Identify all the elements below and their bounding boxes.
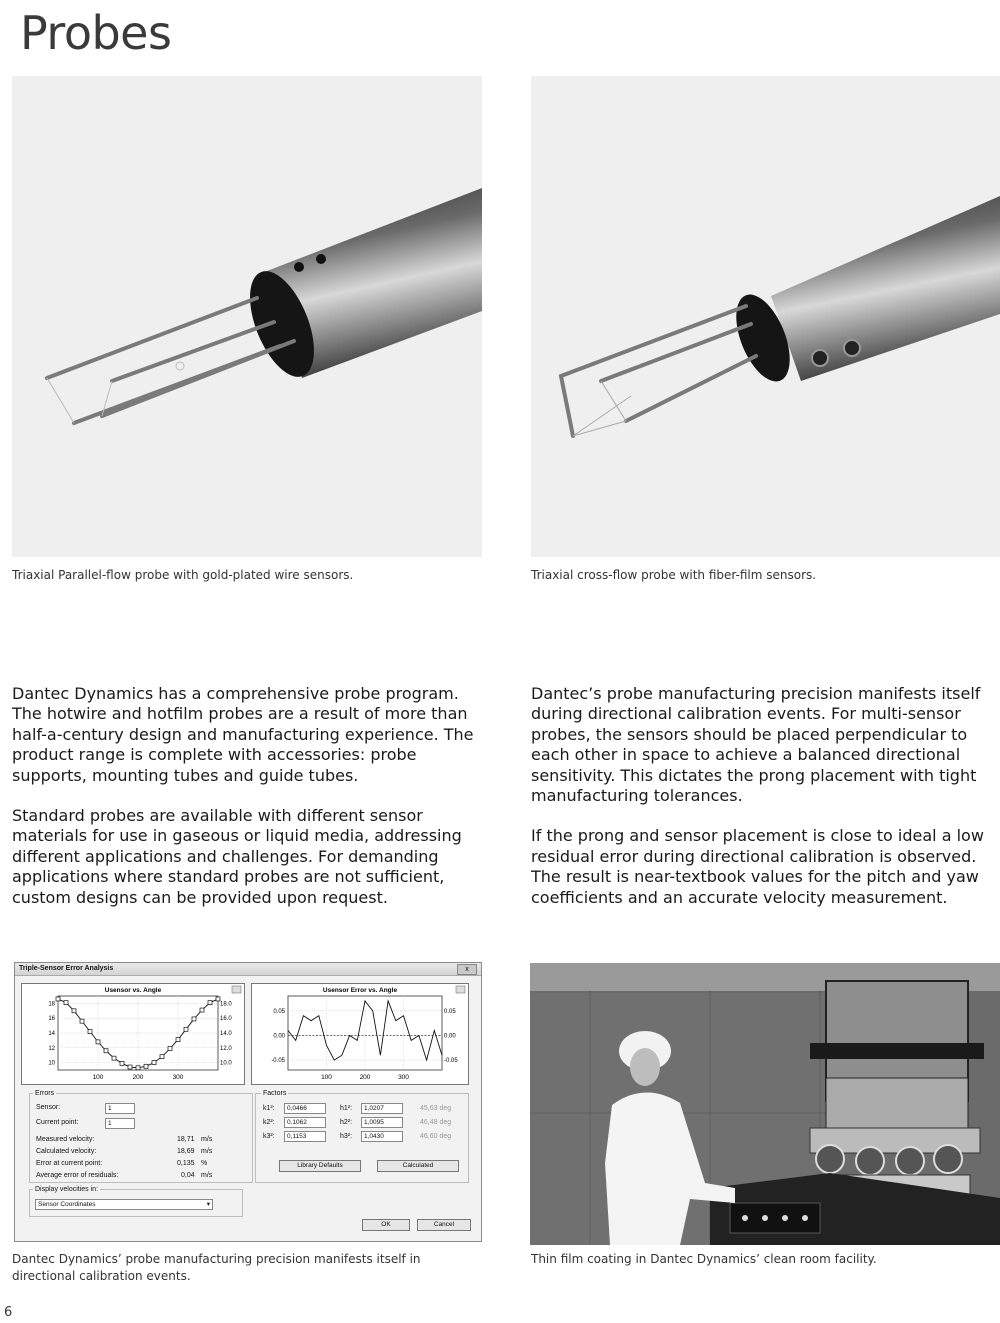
data-point [184, 1027, 188, 1031]
data-point [136, 1066, 140, 1070]
dialog-title-bar [15, 963, 481, 976]
right-paragraph-1: Dantec’s probe manufacturing precision manifests itself during directional calibration events. For multi-sensor probes, the sensors should be placed perpendicular to each other in space to achieve a balanced directional sensitivity. This dictates the prong placement with tight manufacturing tolerances. [531, 684, 981, 806]
clean-room-illustration [530, 963, 1000, 1245]
data-point [200, 1008, 204, 1012]
data-point [120, 1061, 124, 1065]
y-tick-label-right: 18.0 [220, 1001, 232, 1008]
y-tick-label-left: 16 [48, 1016, 55, 1023]
error-current-unit: % [201, 1160, 208, 1167]
error-current-value: 0,135 [177, 1160, 195, 1167]
y-tick-label-right: 14.0 [220, 1031, 232, 1037]
x-tick-label: 200 [132, 1074, 144, 1081]
y-tick-label-right: 10.0 [220, 1060, 232, 1067]
sensor-label: Sensor: [36, 1104, 61, 1111]
x-tick-label: 300 [172, 1074, 184, 1081]
chart-title: Usensor Error vs. Angle [322, 987, 398, 994]
display-velocities-label: Display velocities in: [35, 1186, 99, 1193]
data-point [192, 1017, 196, 1021]
dialog-title: Triple-Sensor Error Analysis [19, 965, 114, 972]
k3-field[interactable]: 0,1153 [284, 1131, 326, 1142]
y-tick-label-left: 14 [48, 1031, 55, 1037]
usensor-error-chart [252, 984, 468, 1084]
y-tick-label-left: -0.05 [271, 1058, 285, 1065]
x-tick-label: 200 [359, 1074, 371, 1081]
y-tick-label-left: 18 [48, 1001, 55, 1008]
x-tick-label: 300 [398, 1074, 409, 1081]
k3-label: k3²: [263, 1133, 275, 1140]
page-title: Probes [20, 6, 172, 60]
page-number: 6 [4, 1305, 13, 1320]
calculated-button[interactable]: Calculated [377, 1160, 459, 1172]
data-point [112, 1056, 116, 1060]
chevron-down-icon: ▾ [206, 1201, 210, 1208]
chart1-panel [21, 983, 245, 1085]
parallel-flow-probe-illustration [12, 76, 482, 557]
h2-field[interactable]: 1,0095 [361, 1117, 403, 1128]
angle-3-value: 46,60 deg [420, 1133, 452, 1140]
ok-button[interactable]: OK [362, 1219, 410, 1231]
error-analysis-dialog [14, 962, 482, 1242]
y-tick-label-left: 0.00 [273, 1033, 285, 1040]
measured-velocity-label: Measured velocity: [36, 1136, 95, 1143]
chart-menu-icon [456, 986, 465, 993]
y-tick-label-right: 12.0 [220, 1045, 232, 1052]
library-defaults-button[interactable]: Library Defaults [279, 1160, 361, 1172]
cross-flow-probe-illustration [531, 76, 1000, 557]
chart2-panel [251, 983, 469, 1085]
display-velocities-select[interactable] [35, 1199, 213, 1210]
x-tick-label: 100 [321, 1074, 332, 1081]
errors-group-label: Errors [35, 1090, 55, 1097]
cross-flow-probe-photo [531, 76, 1000, 557]
h3-label: h3²: [340, 1133, 353, 1140]
factors-group-label: Factors [263, 1090, 287, 1097]
measured-velocity-unit: m/s [201, 1136, 213, 1143]
data-point [168, 1047, 172, 1051]
data-point [152, 1061, 156, 1065]
data-point [88, 1030, 92, 1034]
photo2-caption: Triaxial cross-flow probe with fiber-film sensors. [531, 568, 817, 582]
cancel-button[interactable]: Cancel [417, 1219, 471, 1231]
display-velocities-value: Sensor Coordinates [38, 1201, 96, 1208]
calculated-velocity-value: 18,69 [177, 1148, 195, 1155]
measured-velocity-value: 18,71 [177, 1136, 195, 1143]
data-point [144, 1064, 148, 1068]
close-icon[interactable]: x [457, 964, 477, 975]
photo3-caption: Dantec Dynamics’ probe manufacturing precision manifests itself in directional calibration events. [12, 1252, 421, 1283]
average-error-value: 0,04 [181, 1172, 195, 1179]
current-point-stepper[interactable]: 1 [105, 1118, 135, 1129]
y-tick-label-right: -0.05 [444, 1058, 458, 1065]
data-point [72, 1009, 76, 1013]
photo1-caption: Triaxial Parallel-flow probe with gold-plated wire sensors. [12, 568, 354, 582]
data-point [64, 1001, 68, 1005]
h3-field[interactable]: 1,0430 [361, 1131, 403, 1142]
k1-label: k1²: [263, 1105, 275, 1112]
right-paragraph-2: If the prong and sensor placement is close to ideal a low residual error during directional calibration is observed. The result is near-textbook values for the pitch and yaw coefficients and an accurate velocity measurement. [531, 826, 984, 907]
y-tick-label-left: 0.05 [273, 1008, 285, 1015]
data-point [80, 1019, 84, 1023]
left-paragraph-1: Dantec Dynamics has a comprehensive probe program. The hotwire and hotfilm probes are a result of more than half-a-century design and manufacturing experience. The product range is complete with accessories: probe supports, mounting tubes and guide tubes. [12, 684, 474, 785]
error-current-label: Error at current point: [36, 1160, 103, 1167]
k2-label: k2²: [263, 1119, 275, 1126]
parallel-flow-probe-photo [12, 76, 482, 557]
h1-field[interactable]: 1,0207 [361, 1103, 403, 1114]
clean-room-photo [530, 963, 1000, 1245]
h1-label: h1²: [340, 1105, 353, 1112]
data-point [160, 1055, 164, 1059]
chart-menu-icon [232, 986, 241, 993]
x-tick-label: 100 [92, 1074, 104, 1081]
h2-label: h2²: [340, 1119, 353, 1126]
sensor-stepper[interactable]: 1 [105, 1103, 135, 1114]
usensor-vs-angle-chart [22, 984, 244, 1084]
y-tick-label-left: 12 [48, 1045, 55, 1052]
chart-title: Usensor vs. Angle [104, 987, 162, 994]
data-point [96, 1040, 100, 1044]
average-error-unit: m/s [201, 1172, 213, 1179]
left-body-text [12, 684, 482, 928]
data-point [56, 997, 60, 1001]
angle-1-value: 45,63 deg [420, 1105, 452, 1112]
k1-field[interactable]: 0,0466 [284, 1103, 326, 1114]
y-tick-label-left: 10 [48, 1060, 55, 1067]
photo4-caption: Thin film coating in Dantec Dynamics’ clean room facility. [531, 1252, 877, 1266]
y-tick-label-right: 0.05 [444, 1008, 456, 1015]
data-point [104, 1049, 108, 1053]
right-body-text [531, 684, 991, 928]
y-tick-label-right: 16.0 [220, 1016, 232, 1023]
data-point [208, 1001, 212, 1005]
left-paragraph-2: Standard probes are available with different sensor materials for use in gaseous or liquid media, addressing different applications and challenges. For demanding applications where standard probes are not sufficient, custom designs can be provided upon request. [12, 806, 462, 907]
data-point [216, 997, 220, 1001]
calculated-velocity-unit: m/s [201, 1148, 213, 1155]
calculated-velocity-label: Calculated velocity: [36, 1148, 97, 1155]
data-point [176, 1038, 180, 1042]
k2-field[interactable]: 0,1062 [284, 1117, 326, 1128]
y-tick-label-right: 0.00 [444, 1033, 456, 1040]
current-point-label: Current point: [36, 1119, 79, 1126]
angle-2-value: 46,48 deg [420, 1119, 452, 1126]
data-point [128, 1065, 132, 1069]
average-error-label: Average error of residuals: [36, 1172, 119, 1179]
